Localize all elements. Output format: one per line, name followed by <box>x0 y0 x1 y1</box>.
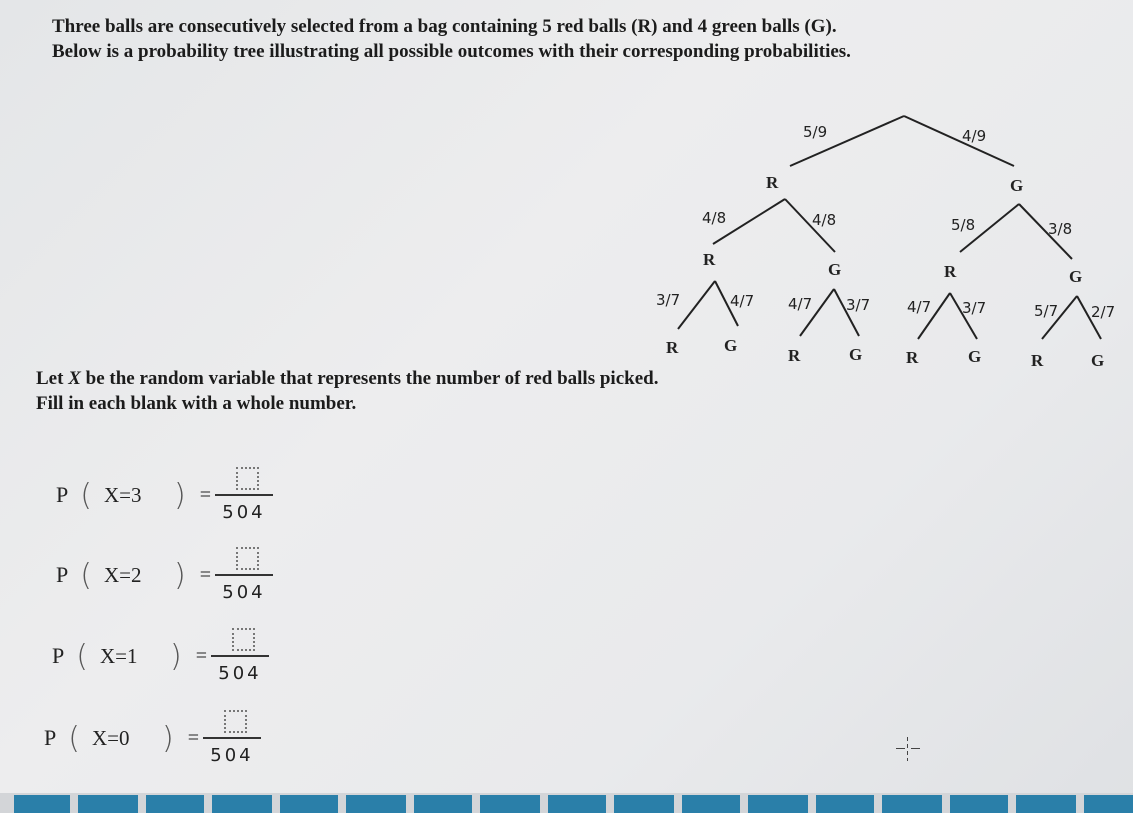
node-r: R <box>703 250 716 269</box>
open-paren: ( <box>80 477 92 513</box>
close-paren: ) <box>173 557 186 593</box>
taskbar-button[interactable] <box>480 795 540 813</box>
equals-sign: = <box>199 483 211 506</box>
denominator: 504 <box>218 663 262 684</box>
branch-root-g <box>904 116 1014 166</box>
node-r: R <box>666 338 679 357</box>
denominator: 504 <box>222 582 266 603</box>
taskbar-button[interactable] <box>816 795 874 813</box>
close-paren: ) <box>173 477 186 513</box>
node-r: R <box>944 262 957 281</box>
equation-x-3 <box>56 463 273 527</box>
taskbar-button[interactable] <box>1016 795 1076 813</box>
close-paren: ) <box>169 638 182 674</box>
node-r: R <box>1031 351 1044 370</box>
prob-label: 4/8 <box>702 209 727 227</box>
task-line-2: Fill in each blank with a whole number. <box>36 393 357 414</box>
node-r: R <box>906 348 919 367</box>
taskbar-button[interactable] <box>280 795 338 813</box>
open-paren: ( <box>68 720 80 756</box>
prob-label: 3/7 <box>846 296 871 314</box>
probability-tree <box>0 0 1133 400</box>
fraction-bar <box>215 494 273 496</box>
condition: X=1 <box>99 643 138 668</box>
answer-box-x3[interactable] <box>236 467 259 490</box>
intro-line-1: Three balls are consecutively selected from a bag containing 5 red balls (R) and 4 green balls (G). <box>52 16 837 37</box>
equals-sign: = <box>187 726 199 749</box>
prob-label: 4/7 <box>730 292 755 310</box>
fraction-bar <box>211 655 269 657</box>
taskbar-button[interactable] <box>1084 795 1133 813</box>
fraction <box>215 547 273 603</box>
prob-label: 2/7 <box>1091 303 1116 321</box>
open-paren: ( <box>80 557 92 593</box>
fraction-bar <box>215 574 273 576</box>
taskbar-button[interactable] <box>78 795 138 813</box>
prob-symbol: P <box>44 725 57 750</box>
prob-label: 4/9 <box>962 127 987 145</box>
node-r: R <box>788 346 801 365</box>
equation-x-0 <box>44 706 261 770</box>
answer-box-x0[interactable] <box>224 710 247 733</box>
task-text: be the random variable that represents the number of red balls picked. <box>80 368 659 389</box>
fraction-bar <box>203 737 261 739</box>
answer-box-x2[interactable] <box>236 547 259 570</box>
prob-label: 4/8 <box>812 211 837 229</box>
fraction <box>203 710 261 766</box>
node-r: R <box>766 173 779 192</box>
node-g: G <box>724 336 738 355</box>
prob-symbol: P <box>52 643 65 668</box>
task-line-1 <box>36 366 658 391</box>
taskbar-button[interactable] <box>614 795 674 813</box>
prob-symbol: P <box>56 562 69 587</box>
taskbar-button[interactable] <box>682 795 740 813</box>
taskbar-button[interactable] <box>14 795 70 813</box>
task-text: Let <box>36 368 69 389</box>
intro-line-2: Below is a probability tree illustrating all possible outcomes with their corresponding probabilities. <box>52 41 851 62</box>
taskbar-button[interactable] <box>950 795 1008 813</box>
node-g: G <box>849 345 863 364</box>
prob-label: 3/8 <box>1048 220 1073 238</box>
condition: X=2 <box>103 562 142 587</box>
prob-label: 5/9 <box>803 123 828 141</box>
taskbar-button[interactable] <box>882 795 942 813</box>
taskbar-button[interactable] <box>146 795 204 813</box>
denominator: 504 <box>210 745 254 766</box>
answer-box-x1[interactable] <box>232 628 255 651</box>
node-g: G <box>1091 351 1105 370</box>
equals-sign: = <box>195 644 207 667</box>
taskbar-button[interactable] <box>212 795 272 813</box>
fraction <box>215 467 273 523</box>
prob-label: 4/7 <box>907 298 932 316</box>
equation-x-1 <box>52 624 269 688</box>
prob-label: 3/7 <box>962 299 987 317</box>
taskbar-button[interactable] <box>548 795 606 813</box>
taskbar-button[interactable] <box>748 795 808 813</box>
node-g: G <box>1010 176 1024 195</box>
equals-sign: = <box>199 563 211 586</box>
node-g: G <box>828 260 842 279</box>
condition: X=0 <box>91 725 130 750</box>
prob-symbol: P <box>56 482 69 507</box>
taskbar-button[interactable] <box>414 795 472 813</box>
task-instructions <box>36 366 658 416</box>
prob-label: 3/7 <box>656 291 681 309</box>
variable-x: X <box>68 368 81 389</box>
denominator: 504 <box>222 502 266 523</box>
prob-label: 4/7 <box>788 295 813 313</box>
equation-x-2 <box>56 543 273 607</box>
fraction <box>211 628 269 684</box>
taskbar-button[interactable] <box>346 795 406 813</box>
condition: X=3 <box>103 482 142 507</box>
node-g: G <box>1069 267 1083 286</box>
crosshair-cursor-icon <box>896 737 920 761</box>
node-g: G <box>968 347 982 366</box>
close-paren: ) <box>161 720 174 756</box>
prob-label: 5/8 <box>951 216 976 234</box>
taskbar <box>0 793 1133 813</box>
branch-rr-r <box>678 281 715 329</box>
prob-label: 5/7 <box>1034 302 1059 320</box>
open-paren: ( <box>76 638 88 674</box>
